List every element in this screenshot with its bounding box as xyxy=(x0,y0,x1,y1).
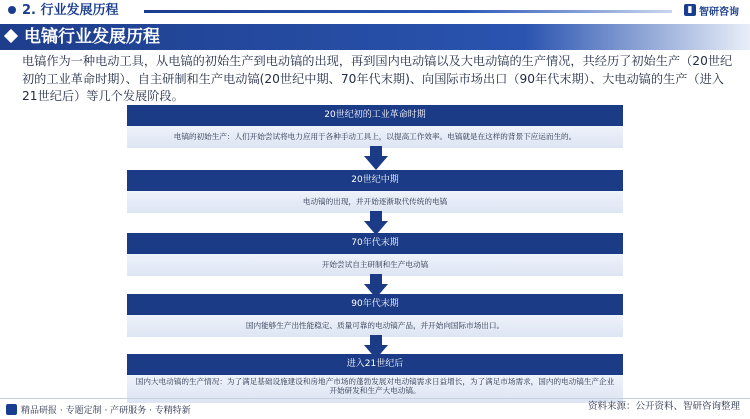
stage-description: 开始尝试自主研制和生产电动镐 xyxy=(127,254,623,276)
diamond-icon xyxy=(4,29,18,43)
divider xyxy=(144,10,672,13)
down-arrow-icon xyxy=(364,211,388,235)
source-note: 资料来源：公开资料、智研咨询整理 xyxy=(587,401,740,412)
footer-links[interactable] xyxy=(6,403,191,416)
bullet-dot-icon xyxy=(8,6,16,14)
top-bar xyxy=(0,0,750,22)
stage-description: 国内能够生产出性能稳定、质量可靠的电动镐产品，并开始向国际市场出口。 xyxy=(127,315,623,337)
stage-period: 90年代末期 xyxy=(127,294,623,315)
footer-links-text: 精品研报 · 专题定制 · 产研服务 · 专精特新 xyxy=(21,406,191,416)
section-title: 2. 行业发展历程 xyxy=(22,3,119,18)
stage-period: 70年代末期 xyxy=(127,233,623,254)
stage-description: 电动镐的出现，并开始逐渐取代传统的电镐 xyxy=(127,191,623,213)
stage-period: 进入21世纪后 xyxy=(127,354,623,375)
brand-logo[interactable] xyxy=(684,2,739,18)
logo-icon: ▮ xyxy=(684,4,696,16)
logo-text: 智研咨询 xyxy=(699,6,739,18)
page-title: 电镐行业发展历程 xyxy=(24,27,160,47)
stage-period: 20世纪中期 xyxy=(127,170,623,191)
page-header xyxy=(0,24,750,50)
stage-period: 20世纪初的工业革命时期 xyxy=(127,105,623,126)
stage-description: 国内大电动镐的生产情况：为了满足基础设施建设和房地产市场的蓬勃发展对电动镐需求日益增长，为了满足市场需求，国内的电动镐生产企业开始研发和生产大电动镐。 xyxy=(127,375,623,403)
brand-icon xyxy=(6,404,17,415)
intro-paragraph: 电镐作为一种电动工具，从电镐的初始生产到电动镐的出现，再到国内电动镐以及大电动镐的生产情况，共经历了初始生产（20世纪初的工业革命时期）、自主研制和生产电动镐(20世纪中期、70年代末期)、向国际市场出口（90年代末期）、大电动镐的生产（进入21世纪后）等几个发展阶段。 xyxy=(22,54,733,103)
stage-description: 电镐的初始生产：人们开始尝试将电力应用于各种手动工具上，以提高工作效率。电镐就是在这样的背景下应运而生的。 xyxy=(127,126,623,148)
down-arrow-icon xyxy=(364,146,388,170)
